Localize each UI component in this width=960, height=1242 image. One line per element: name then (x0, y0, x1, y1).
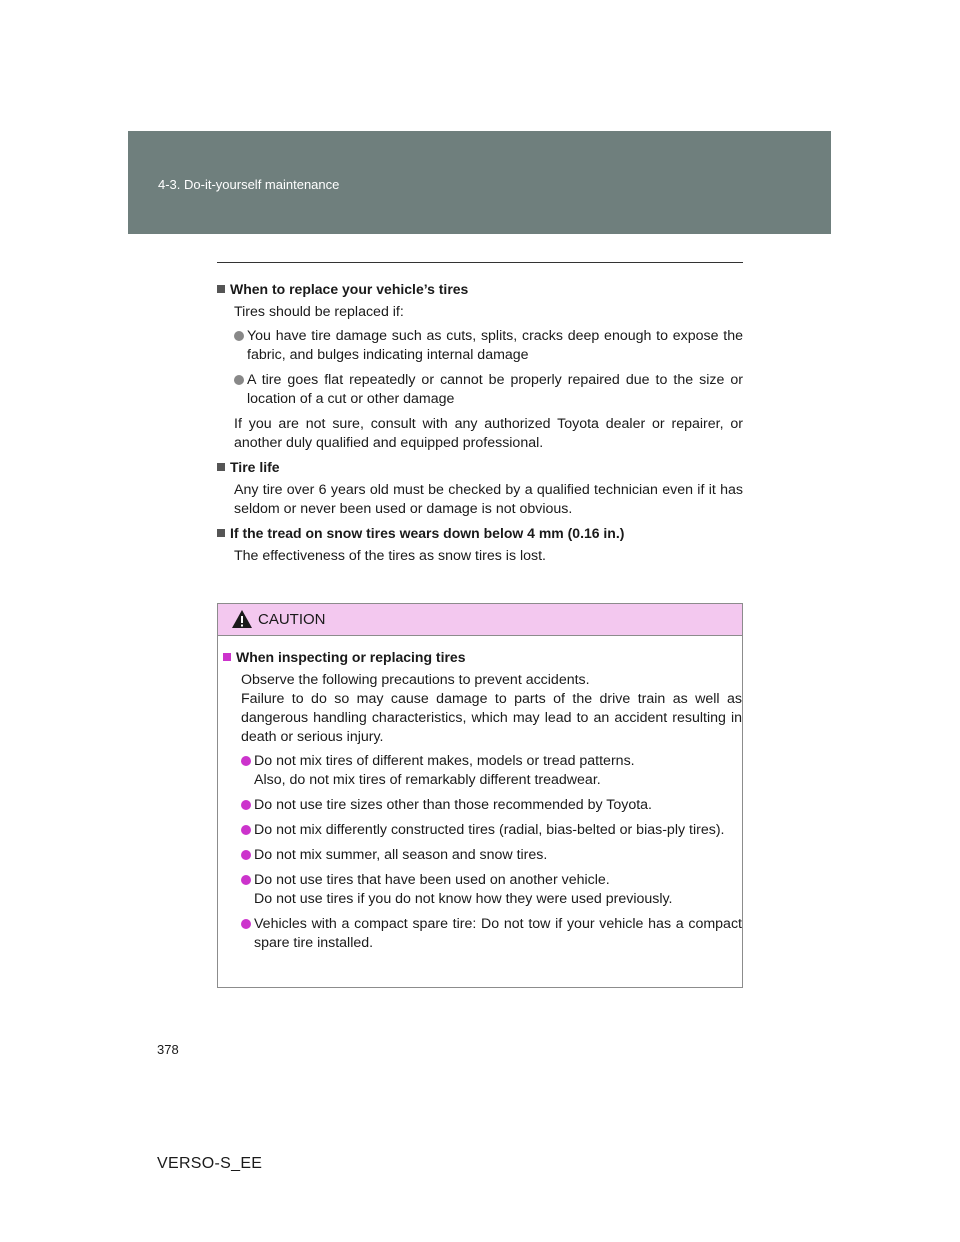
caution-title: CAUTION (258, 611, 326, 628)
caution-intro-line: Observe the following precautions to prevent accidents. (241, 672, 590, 688)
caution-intro-line: Failure to do so may cause damage to parts of the drive train as well as dangerous handling characteristics, which may lead to an accident resulting in death or serious injury. (241, 691, 742, 745)
caution-body (218, 636, 742, 953)
square-bullet-icon (217, 285, 225, 293)
list-item-text: Do not use tires if you do not know how they were used previously. (254, 891, 673, 907)
square-bullet-icon (217, 529, 225, 537)
list-item (234, 327, 743, 365)
list-item-text: Do not mix differently constructed tires (radial, bias-belted or bias-ply tires). (254, 822, 725, 838)
list-item-text: Do not use tire sizes other than those recommended by Toyota. (254, 797, 652, 813)
section-heading-text: When to replace your vehicle’s tires (230, 281, 469, 297)
list-item (241, 796, 742, 815)
list-item (241, 915, 742, 953)
list-item (241, 821, 742, 840)
list-item-text: Do not mix tires of different makes, models or tread patterns. (254, 753, 635, 769)
caution-box (217, 603, 743, 988)
list-item-text: A tire goes flat repeatedly or cannot be properly repaired due to the size or location of a cut or other damage (247, 372, 743, 407)
list-item-text: Also, do not mix tires of remarkably different treadwear. (254, 772, 601, 788)
round-bullet-icon (241, 756, 251, 766)
main-content (217, 280, 743, 571)
section-heading-text: Tire life (230, 459, 280, 475)
list-item-text: Do not mix summer, all season and snow tires. (254, 847, 548, 863)
list-item-text: You have tire damage such as cuts, splits, cracks deep enough to expose the fabric, and bulges indicating internal damage (247, 328, 743, 363)
warning-triangle-icon (231, 609, 253, 629)
square-bullet-icon (223, 653, 231, 661)
round-bullet-icon (234, 375, 244, 385)
round-bullet-icon (241, 850, 251, 860)
list-item-text: Vehicles with a compact spare tire: Do not tow if your vehicle has a compact spare tire installed. (254, 916, 742, 951)
list-item (241, 846, 742, 865)
section-divider (217, 262, 743, 263)
page-number: 378 (157, 1042, 179, 1057)
round-bullet-icon (241, 919, 251, 929)
caution-header (218, 604, 742, 636)
caution-heading-text: When inspecting or replacing tires (236, 649, 466, 665)
section-heading (217, 524, 743, 542)
section-heading (217, 280, 743, 298)
square-bullet-icon (217, 463, 225, 471)
section-heading (217, 458, 743, 476)
round-bullet-icon (241, 875, 251, 885)
caution-heading (223, 648, 742, 666)
chapter-title: 4-3. Do-it-yourself maintenance (158, 177, 340, 192)
round-bullet-icon (241, 825, 251, 835)
chapter-header (128, 131, 831, 234)
caution-intro (241, 671, 742, 747)
list-item (241, 752, 742, 790)
section-outro: If you are not sure, consult with any authorized Toyota dealer or repairer, or another duly qualified and equipped professional. (234, 416, 743, 451)
section-heading-text: If the tread on snow tires wears down below 4 mm (0.16 in.) (230, 525, 625, 541)
section-body: Any tire over 6 years old must be checked by a qualified technician even if it has seldom or never been used or damage is not obvious. (234, 482, 743, 517)
list-item-text: Do not use tires that have been used on another vehicle. (254, 872, 610, 888)
list-item (241, 871, 742, 909)
round-bullet-icon (241, 800, 251, 810)
list-item (234, 371, 743, 409)
section-intro: Tires should be replaced if: (234, 304, 404, 320)
round-bullet-icon (234, 331, 244, 341)
section-body: The effectiveness of the tires as snow tires is lost. (234, 548, 547, 564)
document-code: VERSO-S_EE (157, 1155, 263, 1172)
